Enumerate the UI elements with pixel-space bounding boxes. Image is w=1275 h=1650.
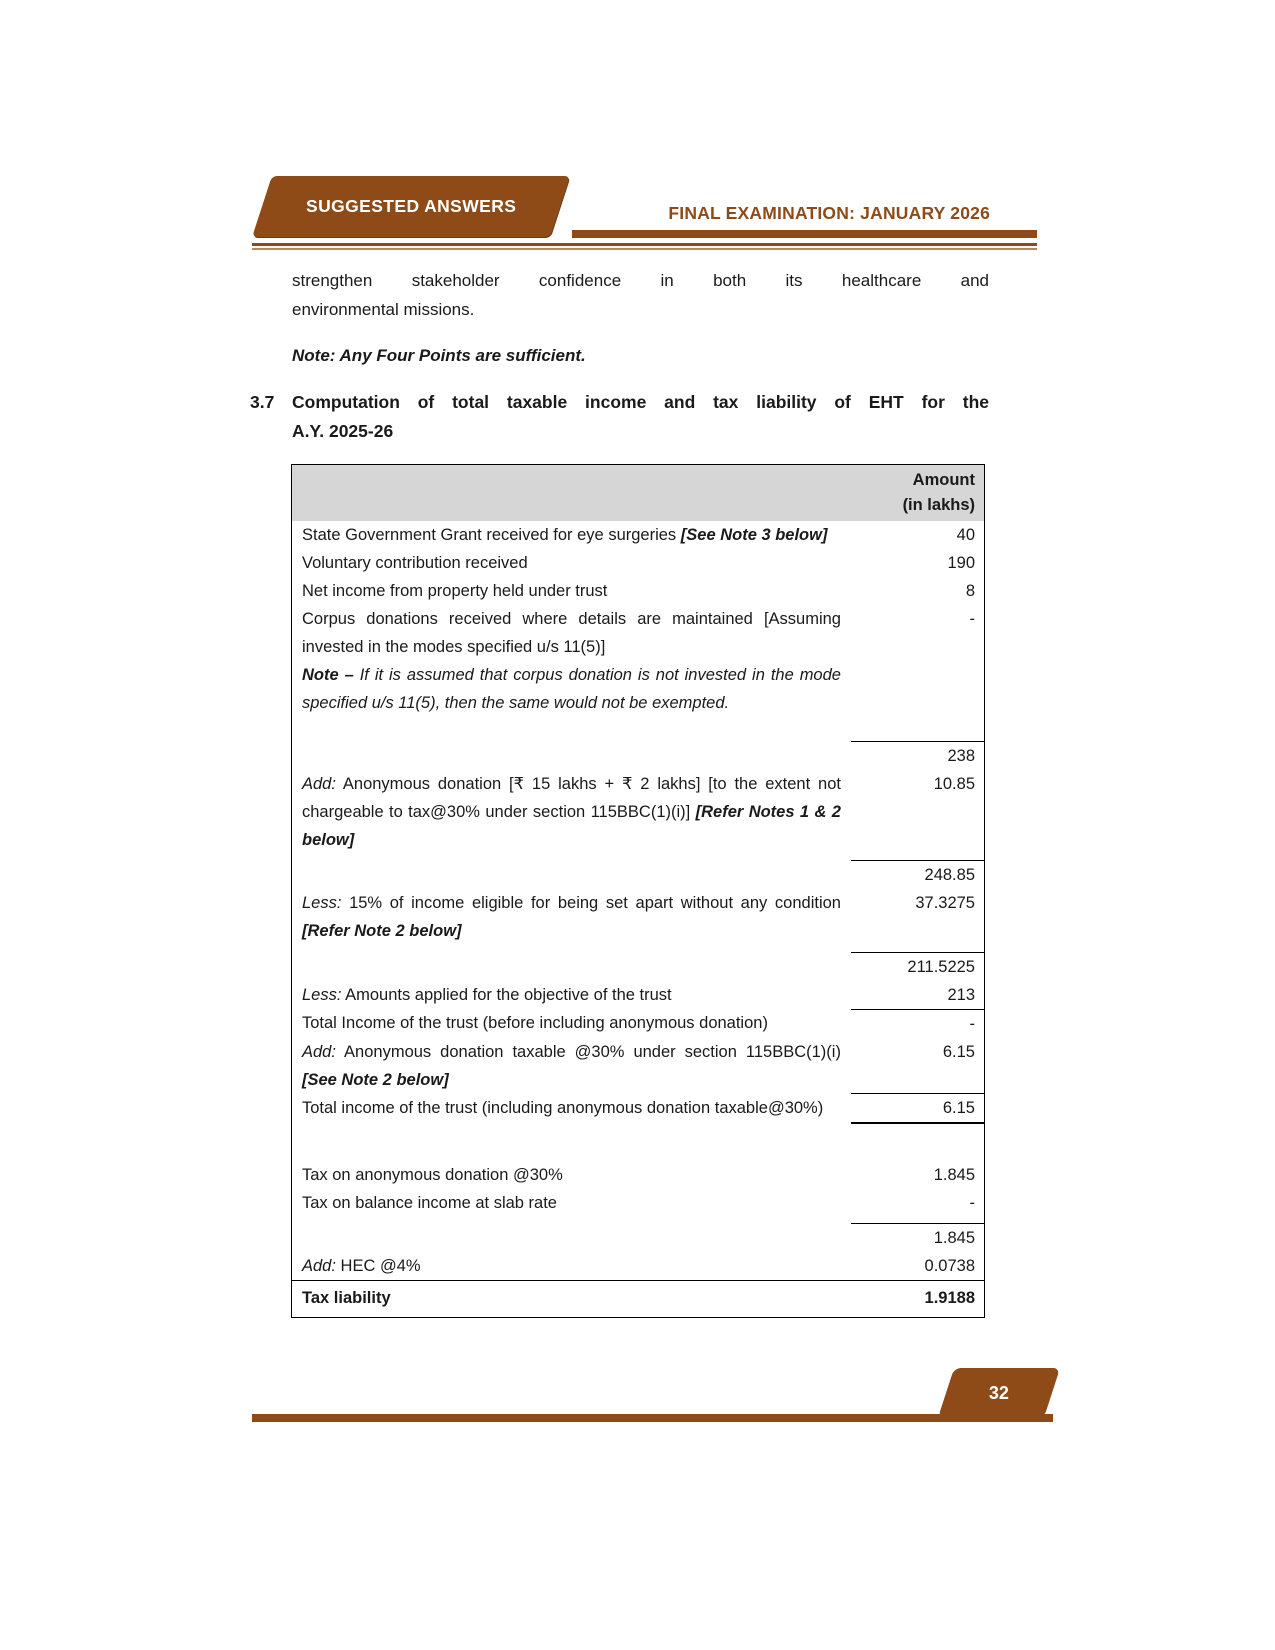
suggested-answers-label: SUGGESTED ANSWERS: [305, 196, 517, 216]
table-header-row: [292, 465, 985, 522]
row-description: Tax on anonymous donation @30%: [302, 1166, 563, 1184]
row-description: Corpus donations received where details are maintained [Assuming invested in the modes specified u/s 11(5)]: [302, 610, 841, 656]
suggested-answers-badge: [252, 176, 570, 237]
table-row: [292, 521, 985, 549]
row-description: Add: HEC @4%: [302, 1256, 421, 1275]
row-description: [292, 1223, 851, 1252]
table-row: [292, 770, 985, 861]
computation-table: [291, 464, 985, 1318]
footer-rule: [252, 1414, 1053, 1422]
page-number: 32: [988, 1382, 1010, 1403]
section-title-line2: A.Y. 2025-26: [292, 421, 394, 441]
row-description: Tax on balance income at slab rate: [302, 1194, 557, 1212]
exam-title: FINAL EXAMINATION: JANUARY 2026: [668, 203, 990, 223]
row-description: Total Income of the trust (before including anonymous donation): [302, 1014, 768, 1032]
header-rule-line1: [252, 243, 1037, 246]
row-amount: 211.5225: [851, 952, 985, 981]
table-row: [292, 1280, 985, 1317]
row-amount: 8: [965, 582, 975, 600]
section-title-line1: Computation of total taxable income and tax liability of EHT for the: [292, 392, 989, 412]
row-amount: [851, 1123, 985, 1161]
section-number: 3.7: [250, 392, 275, 412]
row-amount: 10.85: [933, 774, 975, 793]
row-amount: 1.845: [933, 1166, 975, 1184]
table-row: [292, 549, 985, 577]
row-amount: 1.9188: [851, 1280, 985, 1317]
amount-header-cell: [851, 465, 985, 522]
description-header-cell: [292, 465, 851, 522]
table-row: [292, 981, 985, 1010]
header-rule-line2: [252, 248, 1037, 250]
row-description: Add: Anonymous donation taxable @30% under section 115BBC(1)(i) [See Note 2 below]: [302, 1042, 841, 1089]
section-heading: [250, 388, 1037, 446]
row-description: Add: Anonymous donation [₹ 15 lakhs + ₹ 2 lakhs] [to the extent not chargeable to tax@30% under section 115BBC(1)(i)] [Refer Notes 1 & 2 below]: [302, 774, 841, 849]
row-description: [292, 861, 851, 890]
row-description: Voluntary contribution received: [302, 554, 528, 572]
table-row: [292, 577, 985, 605]
row-description: Total income of the trust (including anonymous donation taxable@30%): [302, 1098, 824, 1117]
row-description: [292, 741, 851, 770]
row-amount: -: [969, 1194, 975, 1212]
table-row: [292, 952, 985, 981]
page-content: [250, 266, 1037, 1318]
body-paragraph-line1: strengthen stakeholder confidence in both its healthcare and: [292, 271, 989, 290]
row-amount: 0.0738: [924, 1256, 975, 1275]
amount-header-line1: Amount: [912, 471, 975, 489]
row-description: Net income from property held under trust: [302, 582, 608, 600]
table-row: [292, 605, 985, 661]
header-rule-thick: [572, 230, 1037, 238]
table-row: [292, 889, 985, 952]
table-row: [292, 861, 985, 890]
row-amount: 37.3275: [915, 894, 975, 912]
table-row: [292, 1161, 985, 1189]
row-amount: 248.85: [851, 861, 985, 890]
table-row: [292, 1094, 985, 1124]
table-row: [292, 661, 985, 741]
row-amount: 40: [956, 526, 975, 544]
row-amount: 213: [947, 985, 975, 1004]
table-row: [292, 1009, 985, 1038]
row-amount: 238: [851, 741, 985, 770]
row-description: Note – If it is assumed that corpus donation is not invested in the mode specified u/s 11(5), then the same would not be exempted.: [302, 666, 841, 712]
row-description: State Government Grant received for eye surgeries [See Note 3 below]: [302, 526, 828, 544]
table-row: [292, 741, 985, 770]
row-description: [292, 952, 851, 981]
row-description: [292, 1123, 851, 1161]
table-row: [292, 1252, 985, 1281]
note-text: Note: Any Four Points are sufficient.: [292, 346, 586, 365]
row-amount: [851, 661, 985, 741]
section-title: [292, 388, 989, 446]
table-row: [292, 1223, 985, 1252]
table-row: [292, 1038, 985, 1094]
row-amount: 6.15: [851, 1094, 985, 1124]
row-description: Tax liability: [292, 1280, 851, 1317]
table-row: [292, 1189, 985, 1223]
page-number-badge: [938, 1368, 1060, 1418]
row-amount: -: [969, 610, 975, 628]
row-amount: -: [851, 1009, 985, 1038]
body-paragraph-line2: environmental missions.: [292, 300, 475, 319]
row-description: Less: Amounts applied for the objective of the trust: [302, 985, 672, 1004]
row-description: Less: 15% of income eligible for being set apart without any condition [Refer Note 2 below]: [302, 894, 841, 940]
row-amount: 190: [947, 554, 975, 572]
table-row: [292, 1123, 985, 1161]
row-amount: 6.15: [942, 1042, 975, 1061]
amount-header-line2: (in lakhs): [902, 496, 975, 514]
row-amount: 1.845: [851, 1223, 985, 1252]
